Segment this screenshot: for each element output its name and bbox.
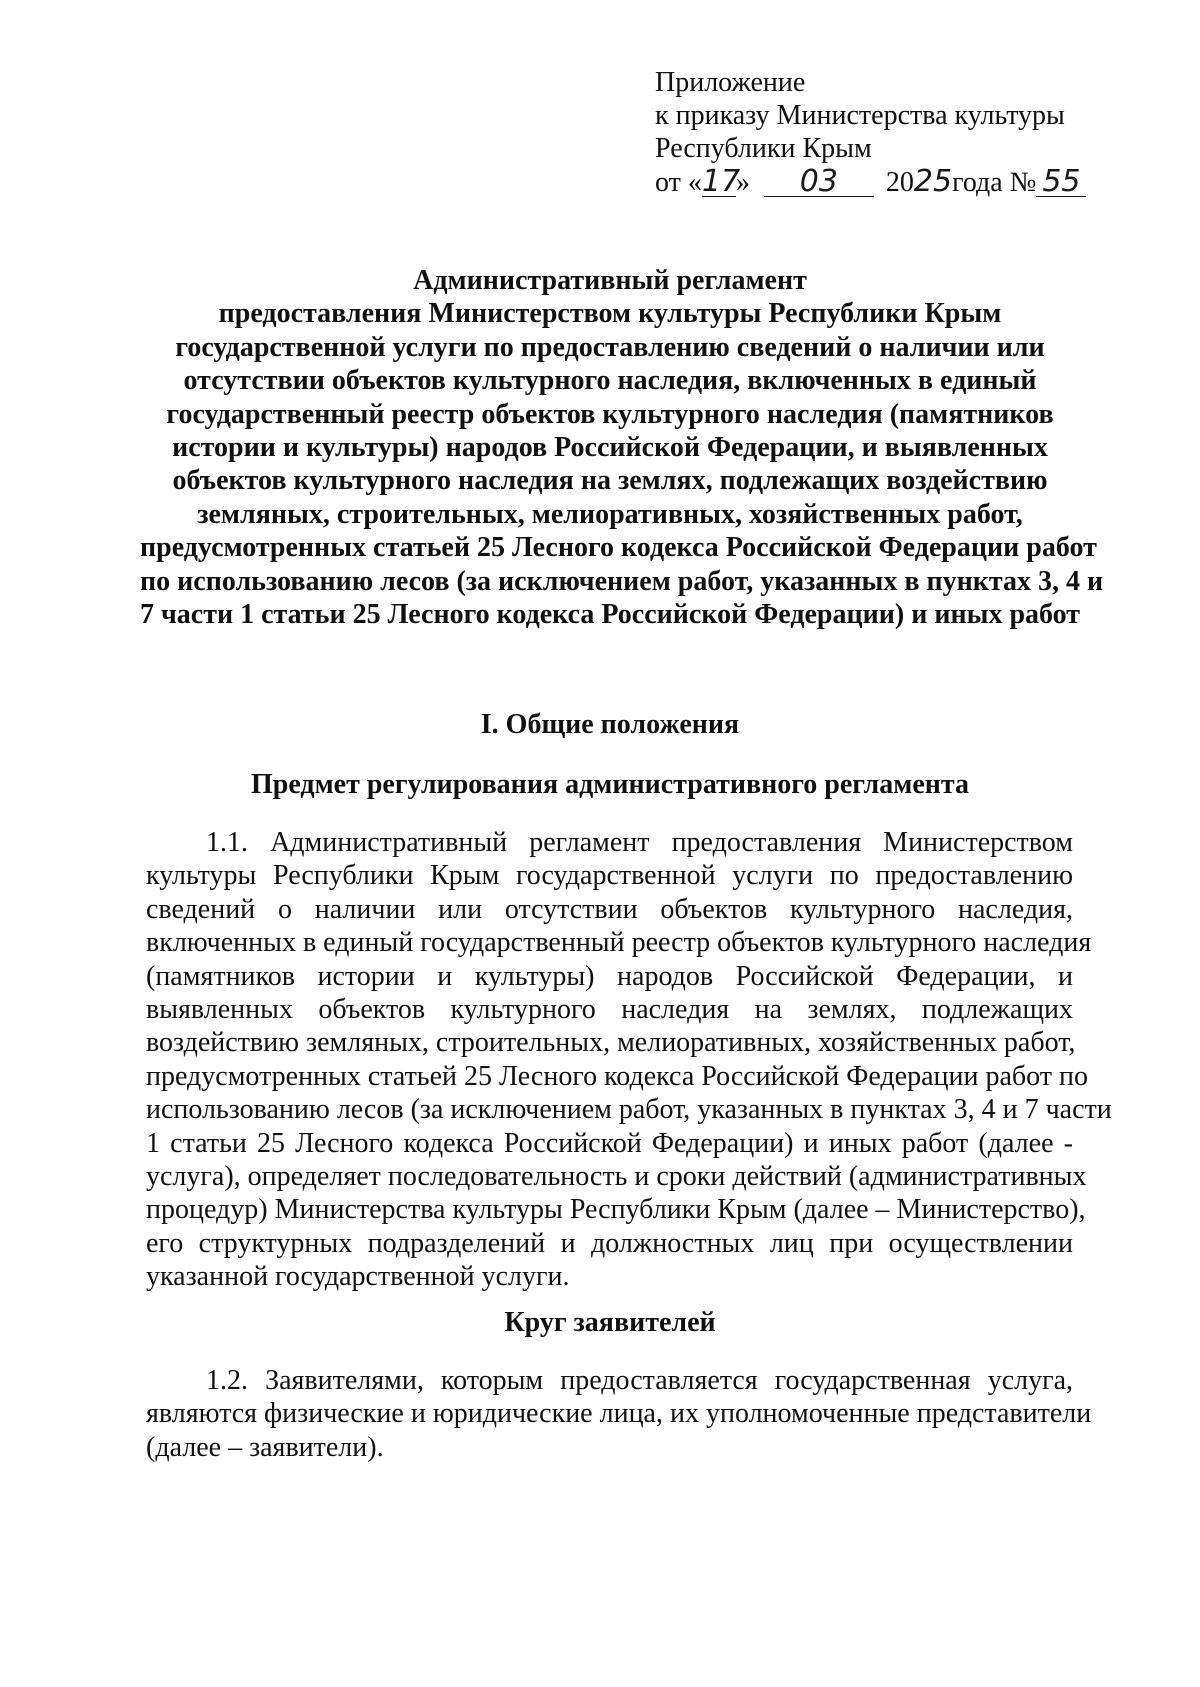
paragraph-line: услуга), определяет последовательность и сроки действий (административных bbox=[146, 1161, 1087, 1193]
subsection-heading-applicants: Круг заявителей bbox=[504, 1307, 716, 1338]
handwritten-order-number: 55 bbox=[1036, 168, 1086, 197]
appendix-block bbox=[655, 66, 1175, 199]
paragraph-line: воздействию земляных, строительных, мелиоративных, хозяйственных работ, bbox=[146, 1027, 1076, 1059]
date-prefix: от « bbox=[655, 167, 702, 198]
title-line: истории и культуры) народов Российской Федерации, и выявленных bbox=[172, 432, 1048, 464]
title-line: земляных, строительных, мелиоративных, хозяйственных работ, bbox=[197, 498, 1023, 530]
paragraph-line: 1.1. Административный регламент предоставления Министерством bbox=[206, 827, 1073, 858]
paragraph-line: (памятников истории и культуры) народов Российской Федерации, и bbox=[146, 960, 1073, 992]
section-heading: I. Общие положения bbox=[480, 709, 740, 740]
paragraph-1-1 bbox=[146, 826, 1112, 1294]
appendix-line-2: к приказу Министерства культуры bbox=[655, 100, 1065, 131]
title-line: 7 части 1 статьи 25 Лесного кодекса Российской Федерации) и иных работ bbox=[140, 599, 1081, 631]
appendix-date-line bbox=[655, 165, 1175, 199]
paragraph-line: 1.2. Заявителями, которым предоставляется государственная услуга, bbox=[206, 1365, 1073, 1396]
year-prefix: 20 bbox=[885, 167, 914, 198]
paragraph-line: культуры Республики Крым государственной услуги по предоставлению bbox=[146, 860, 1073, 892]
appendix-line-1: Приложение bbox=[655, 67, 806, 98]
document-title bbox=[140, 264, 1104, 631]
paragraph-line: сведений о наличии или отсутствии объектов культурного наследия, bbox=[146, 893, 1073, 925]
paragraph-line: процедур) Министерства культуры Республики Крым (далее – Министерство), bbox=[146, 1194, 1086, 1226]
title-line: предусмотренных статьей 25 Лесного кодекса Российской Федерации работ bbox=[140, 532, 1097, 564]
title-line: предоставления Министерством культуры Республики Крым bbox=[218, 298, 1002, 330]
title-line: государственной услуги по предоставлению сведений о наличии или bbox=[175, 331, 1045, 363]
subsection-heading-subject: Предмет регулирования административного регламента bbox=[251, 769, 969, 800]
paragraph-line: 1 статьи 25 Лесного кодекса Российской Федерации) и иных работ (далее - bbox=[146, 1127, 1073, 1159]
title-line: отсутствии объектов культурного наследия, включенных в единый bbox=[183, 365, 1037, 397]
handwritten-day: 17 bbox=[701, 164, 741, 199]
handwritten-month: 03 bbox=[764, 168, 874, 197]
date-day-suffix: » bbox=[735, 167, 750, 198]
year-word: года № bbox=[952, 167, 1037, 198]
appendix-line-3: Республики Крым bbox=[655, 133, 872, 164]
handwritten-year-suffix: 25 bbox=[913, 164, 953, 199]
paragraph-line: использованию лесов (за исключением работ, указанных в пунктах 3, 4 и 7 части bbox=[146, 1094, 1112, 1126]
title-line: Административный регламент bbox=[413, 265, 807, 296]
paragraph-line: его структурных подразделений и должностных лиц при осуществлении bbox=[146, 1227, 1073, 1259]
title-line: по использованию лесов (за исключением работ, указанных в пунктах 3, 4 и bbox=[140, 565, 1104, 597]
title-line: государственный реестр объектов культурного наследия (памятников bbox=[166, 398, 1054, 430]
paragraph-line: указанной государственной услуги. bbox=[146, 1261, 570, 1293]
paragraph-1-2 bbox=[146, 1364, 1092, 1464]
paragraph-line: (далее – заявители). bbox=[146, 1431, 384, 1463]
paragraph-line: являются физические и юридические лица, их уполномоченные представители bbox=[146, 1398, 1092, 1430]
paragraph-line: выявленных объектов культурного наследия на землях, подлежащих bbox=[146, 994, 1073, 1026]
paragraph-line: предусмотренных статьей 25 Лесного кодекса Российской Федерации работ по bbox=[146, 1060, 1089, 1092]
paragraph-line: включенных в единый государственный реестр объектов культурного наследия bbox=[146, 927, 1092, 959]
title-line: объектов культурного наследия на землях, подлежащих воздействию bbox=[172, 465, 1048, 497]
